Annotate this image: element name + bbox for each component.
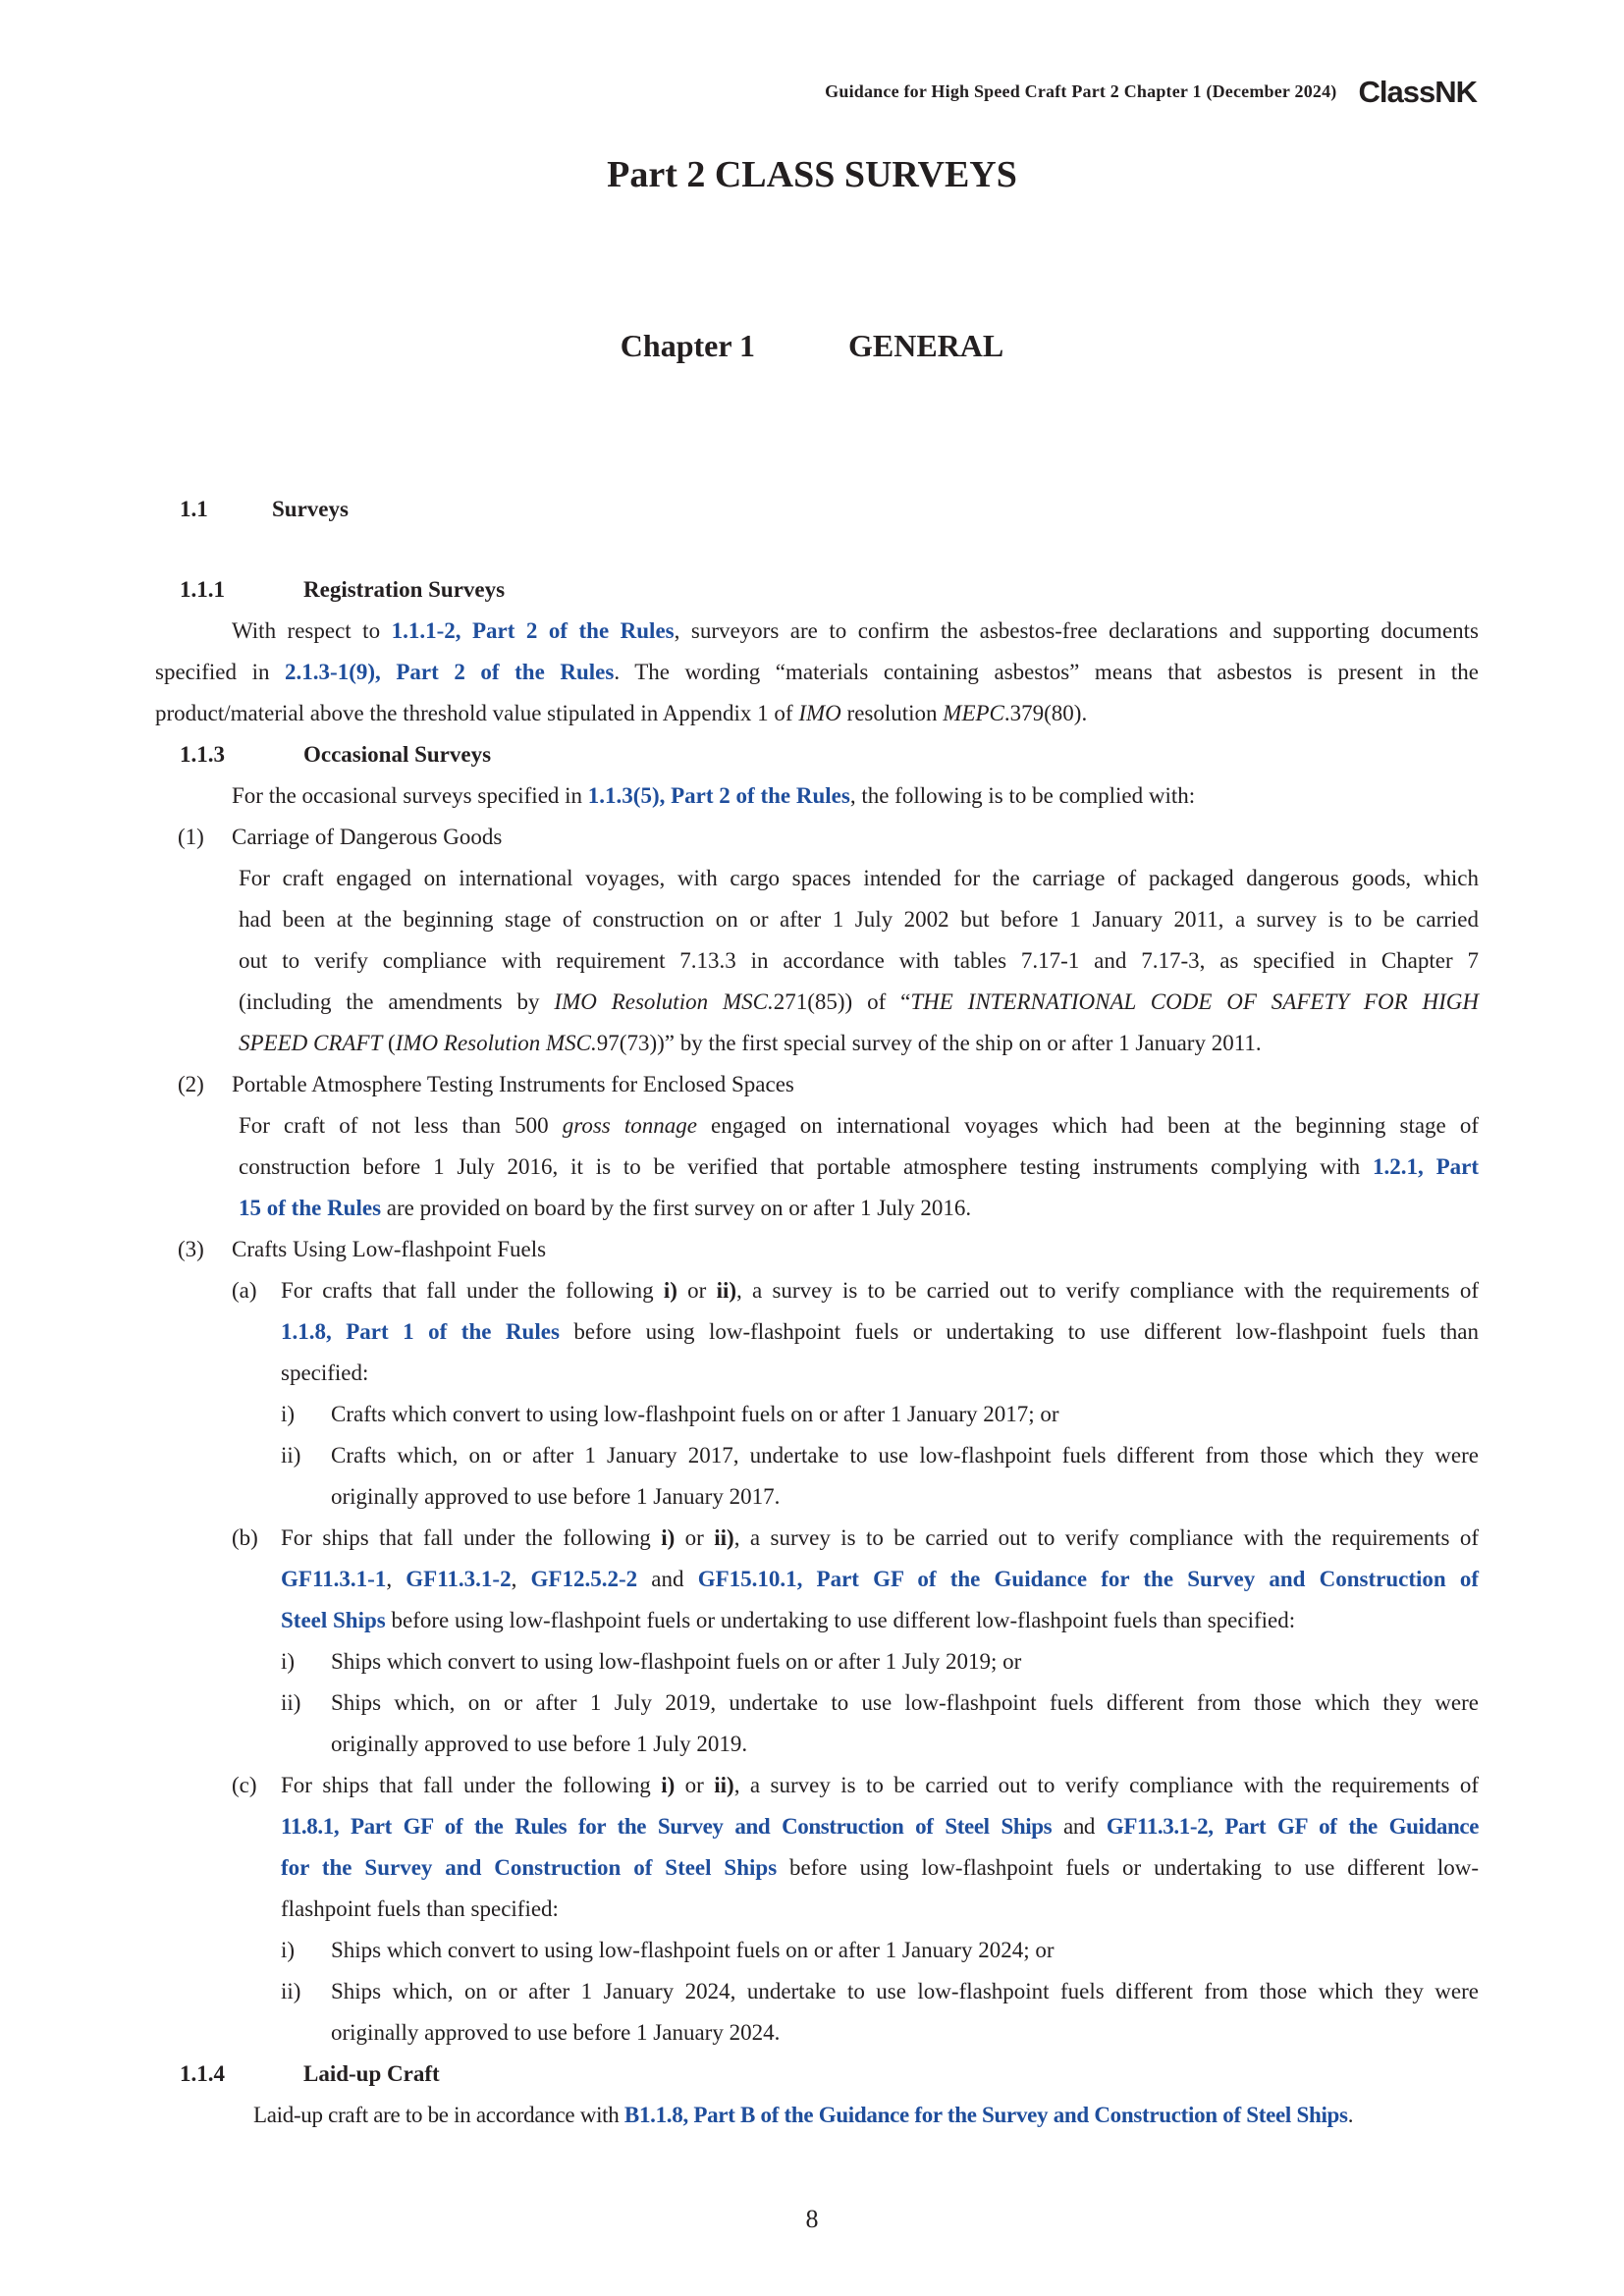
paragraph-line: originally approved to use before 1 July 2019. bbox=[331, 1732, 748, 1756]
paragraph-line: For crafts that fall under the following i) or ii), a survey is to be carried out to verify compliance with the requirements of bbox=[281, 1278, 1479, 1303]
rule-reference-link[interactable]: 15 of the Rules bbox=[239, 1196, 382, 1220]
paragraph-line: originally approved to use before 1 January 2024. bbox=[331, 2020, 781, 2045]
paragraph-line: Ships which convert to using low-flashpoint fuels on or after 1 January 2024; or bbox=[331, 1938, 1055, 1962]
rule-reference-link[interactable]: GF15.10.1, Part GF of the Guidance for the Survey and Construction of bbox=[697, 1567, 1480, 1591]
roman-label: i) bbox=[281, 1402, 296, 1426]
subsection-title: Occasional Surveys bbox=[303, 742, 492, 767]
rule-reference-link[interactable]: GF12.5.2-2 bbox=[530, 1567, 638, 1591]
paragraph-line: Laid-up craft are to be in accordance with B1.1.8, Part B of the Guidance for the Survey and Construction of Steel Ships. bbox=[253, 2103, 1354, 2127]
list-item-title: Crafts Using Low-flashpoint Fuels bbox=[232, 1237, 547, 1261]
paragraph-line: SPEED CRAFT (IMO Resolution MSC.97(73))” by the first special survey of the ship on or after 1 January 2011. bbox=[239, 1031, 1262, 1055]
paragraph-line: 15 of the Rules are provided on board by the first survey on or after 1 July 2016. bbox=[239, 1196, 972, 1220]
rule-reference-link[interactable]: GF11.3.1-2, Part GF of the Guidance bbox=[1106, 1814, 1479, 1839]
running-header bbox=[825, 77, 1477, 107]
subsection-title: Laid-up Craft bbox=[303, 2061, 440, 2086]
rule-reference-link[interactable]: B1.1.8, Part B of the Guidance for the Survey and Construction of Steel Ships bbox=[623, 2103, 1348, 2127]
classnk-logo: ClassNK bbox=[1358, 75, 1477, 109]
paragraph-line: specified: bbox=[281, 1361, 369, 1385]
roman-label: ii) bbox=[281, 1443, 301, 1468]
running-title: Guidance for High Speed Craft Part 2 Chapter 1 (December 2024) bbox=[825, 81, 1337, 101]
paragraph-line: product/material above the threshold value stipulated in Appendix 1 of IMO resolution MEPC.379(80). bbox=[155, 701, 1088, 725]
paragraph-line: 1.1.8, Part 1 of the Rules before using low-flashpoint fuels or undertaking to use different low-flashpoint fuels than bbox=[281, 1319, 1479, 1344]
roman-label: ii) bbox=[281, 1979, 301, 2003]
section-title: Surveys bbox=[272, 497, 349, 521]
subsection-number: 1.1.4 bbox=[180, 2061, 225, 2086]
paragraph-line: Crafts which convert to using low-flashpoint fuels on or after 1 January 2017; or bbox=[331, 1402, 1059, 1426]
list-item-title: Portable Atmosphere Testing Instruments for Enclosed Spaces bbox=[232, 1072, 794, 1096]
paragraph-line: For craft of not less than 500 gross tonnage engaged on international voyages which had been at the beginning stage of bbox=[239, 1113, 1479, 1138]
paragraph-line: specified in 2.1.3-1(9), Part 2 of the Rules. The wording “materials containing asbestos” means that asbestos is present in the bbox=[155, 660, 1479, 684]
paragraph-line: Crafts which, on or after 1 January 2017, undertake to use low-flashpoint fuels different from those which they were bbox=[331, 1443, 1479, 1468]
roman-label: ii) bbox=[281, 1690, 301, 1715]
rule-reference-link[interactable]: GF11.3.1-2 bbox=[406, 1567, 512, 1591]
paragraph-line: (including the amendments by IMO Resolution MSC.271(85)) of “THE INTERNATIONAL CODE OF SAFETY FOR HIGH bbox=[239, 989, 1479, 1014]
chapter-name: GENERAL bbox=[847, 328, 1004, 363]
paragraph-line: 11.8.1, Part GF of the Rules for the Survey and Construction of Steel Ships and GF11.3.1-2, Part GF of the Guidance bbox=[281, 1814, 1479, 1839]
list-label: (3) bbox=[178, 1237, 204, 1261]
paragraph-line: Ships which convert to using low-flashpoint fuels on or after 1 July 2019; or bbox=[331, 1649, 1022, 1674]
sublist-label: (c) bbox=[232, 1773, 257, 1797]
chapter-number: Chapter 1 bbox=[620, 328, 755, 363]
paragraph-line: For the occasional surveys specified in 1.1.3(5), Part 2 of the Rules, the following is to be complied with: bbox=[232, 783, 1196, 808]
rule-reference-link[interactable]: 1.2.1, Part bbox=[1373, 1154, 1479, 1179]
sublist-label: (b) bbox=[232, 1525, 258, 1550]
rule-reference-link[interactable]: 11.8.1, Part GF of the Rules for the Survey and Construction of Steel Ships bbox=[281, 1814, 1053, 1839]
rule-reference-link[interactable]: for the Survey and Construction of Steel Ships bbox=[281, 1855, 778, 1880]
section-number: 1.1 bbox=[180, 497, 208, 521]
paragraph-line: For ships that fall under the following i) or ii), a survey is to be carried out to verify compliance with the requirements of bbox=[281, 1525, 1479, 1550]
rule-reference-link[interactable]: 1.1.3(5), Part 2 of the Rules bbox=[587, 783, 850, 808]
roman-label: i) bbox=[281, 1938, 296, 1962]
paragraph-line: had been at the beginning stage of construction on or after 1 July 2002 but before 1 January 2011, a survey is to be carried bbox=[239, 907, 1479, 932]
paragraph-line: out to verify compliance with requirement 7.13.3 in accordance with tables 7.17-1 and 7.17-3, as specified in Chapter 7 bbox=[239, 948, 1479, 973]
sublist-label: (a) bbox=[232, 1278, 257, 1303]
paragraph-line: GF11.3.1-1, GF11.3.1-2, GF12.5.2-2 and GF15.10.1, Part GF of the Guidance for the Survey and Construction of bbox=[281, 1567, 1480, 1591]
paragraph-line: for the Survey and Construction of Steel Ships before using low-flashpoint fuels or undertaking to use different low- bbox=[281, 1855, 1480, 1880]
subsection-number: 1.1.3 bbox=[180, 742, 225, 767]
page-number: 8 bbox=[805, 2205, 819, 2233]
paragraph-line: For craft engaged on international voyages, with cargo spaces intended for the carriage of packaged dangerous goods, which bbox=[239, 866, 1479, 890]
list-item-title: Carriage of Dangerous Goods bbox=[232, 825, 503, 849]
paragraph-line: Steel Ships before using low-flashpoint fuels or undertaking to use different low-flashpoint fuels than specified: bbox=[281, 1608, 1296, 1632]
paragraph-line: construction before 1 July 2016, it is to be verified that portable atmosphere testing instruments complying with 1.2.1, Part bbox=[239, 1154, 1479, 1179]
rule-reference-link[interactable]: 1.1.1-2, Part 2 of the Rules bbox=[391, 618, 675, 643]
list-label: (2) bbox=[178, 1072, 204, 1096]
roman-label: i) bbox=[281, 1649, 296, 1674]
subsection-title: Registration Surveys bbox=[303, 577, 506, 602]
rule-reference-link[interactable]: 2.1.3-1(9), Part 2 of the Rules bbox=[285, 660, 615, 684]
list-label: (1) bbox=[178, 825, 204, 849]
rule-reference-link[interactable]: 1.1.8, Part 1 of the Rules bbox=[281, 1319, 560, 1344]
paragraph-line: flashpoint fuels than specified: bbox=[281, 1896, 559, 1921]
part-title: Part 2 CLASS SURVEYS bbox=[607, 154, 1017, 195]
paragraph-line: originally approved to use before 1 January 2017. bbox=[331, 1484, 781, 1509]
rule-reference-link[interactable]: Steel Ships bbox=[281, 1608, 386, 1632]
chapter-title bbox=[0, 328, 1624, 364]
rule-reference-link[interactable]: GF11.3.1-1 bbox=[281, 1567, 387, 1591]
paragraph-line: Ships which, on or after 1 July 2019, undertake to use low-flashpoint fuels different from those which they were bbox=[331, 1690, 1479, 1715]
subsection-number: 1.1.1 bbox=[180, 577, 225, 602]
paragraph-line: For ships that fall under the following i) or ii), a survey is to be carried out to verify compliance with the requirements of bbox=[281, 1773, 1479, 1797]
paragraph-line: With respect to 1.1.1-2, Part 2 of the Rules, surveyors are to confirm the asbestos-free declarations and supporting documents bbox=[232, 618, 1479, 643]
paragraph-line: Ships which, on or after 1 January 2024, undertake to use low-flashpoint fuels different from those which they were bbox=[331, 1979, 1479, 2003]
